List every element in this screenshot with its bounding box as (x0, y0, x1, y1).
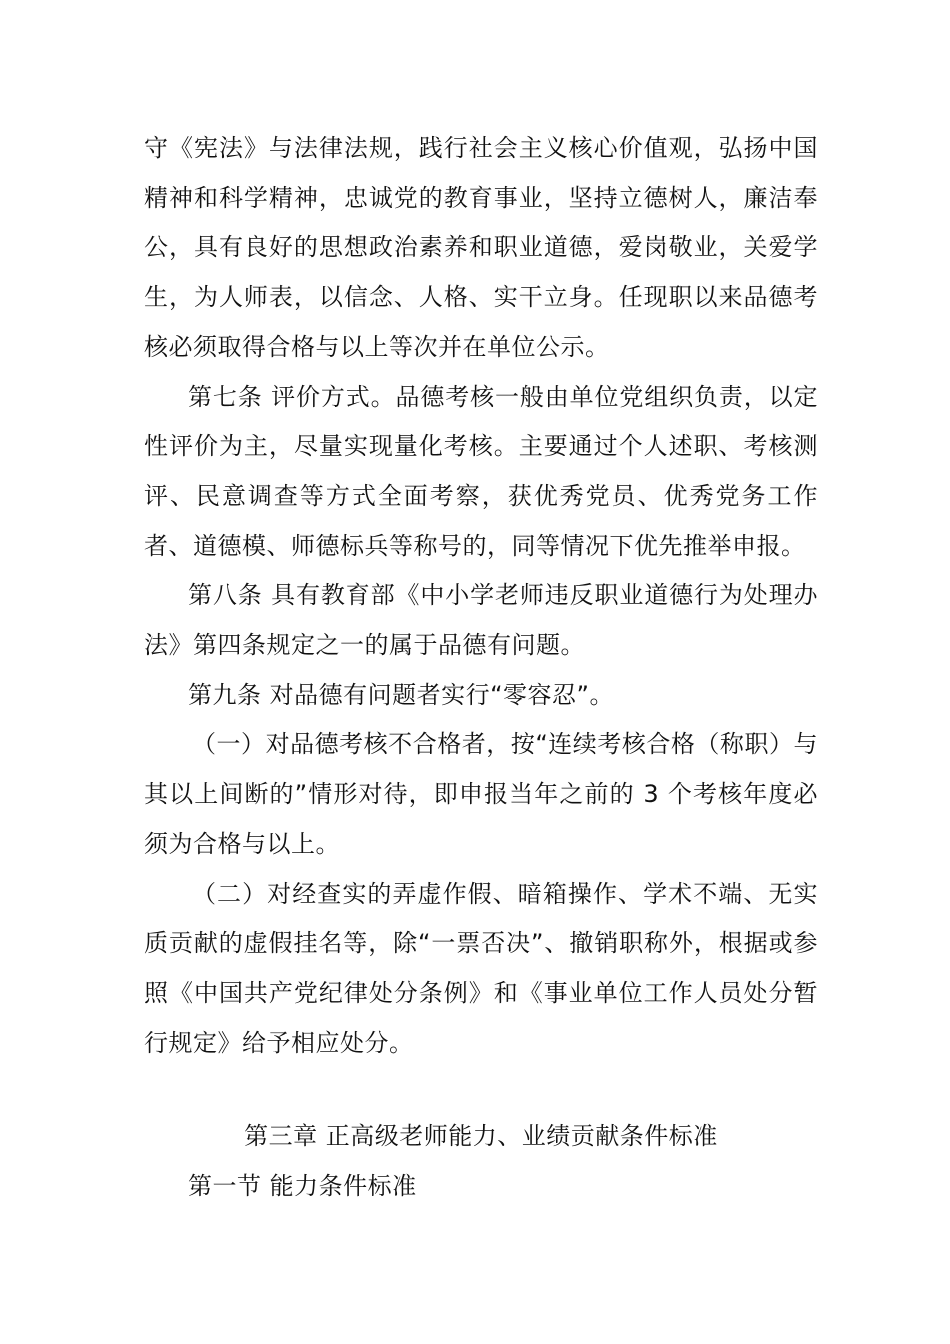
paragraph-article-8: 第八条 具有教育部《中小学老师违反职业道德行为处理办法》第四条规定之一的属于品德有问题。 (144, 581, 818, 660)
chapter-title: 第三章 正高级老师能力、业绩贡献条件标准 (244, 1122, 718, 1151)
paragraph-item-2: （二）对经查实的弄虚作假、暗箱操作、学术不端、无实质贡献的虚假挂名等，除“一票否决”、撤销职称外，根据或参照《中国共产党纪律处分条例》和《事业单位工作人员处分暂行规定》给予相应处分。 (144, 879, 818, 1057)
section-title: 第一节 能力条件标准 (188, 1172, 417, 1201)
paragraph-item-1: （一）对品德考核不合格者，按“连续考核合格（称职）与其以上间断的”情形对待，即申报当年之前的 3 个考核年度必须为合格与以上。 (144, 730, 818, 858)
paragraph-article-7: 第七条 评价方式。品德考核一般由单位党组织负责，以定性评价为主，尽量实现量化考核。主要通过个人述职、考核测评、民意调查等方式全面考察，获优秀党员、优秀党务工作者、道德模、师德标兵等称号的，同等情况下优先推举申报。 (144, 382, 818, 560)
document-body (144, 124, 818, 1212)
paragraph-continuation: 守《宪法》与法律法规，践行社会主义核心价值观，弘扬中国精神和科学精神，忠诚党的教育事业，坚持立德树人，廉洁奉公，具有良好的思想政治素养和职业道德，爱岗敬业，关爱学生，为人师表，以信念、人格、实干立身。任现职以来品德考核必须取得合格与以上等次并在单位公示。 (144, 134, 818, 361)
spacer (144, 1068, 818, 1112)
paragraph-article-9: 第九条 对品德有问题者实行“零容忍”。 (188, 680, 614, 709)
